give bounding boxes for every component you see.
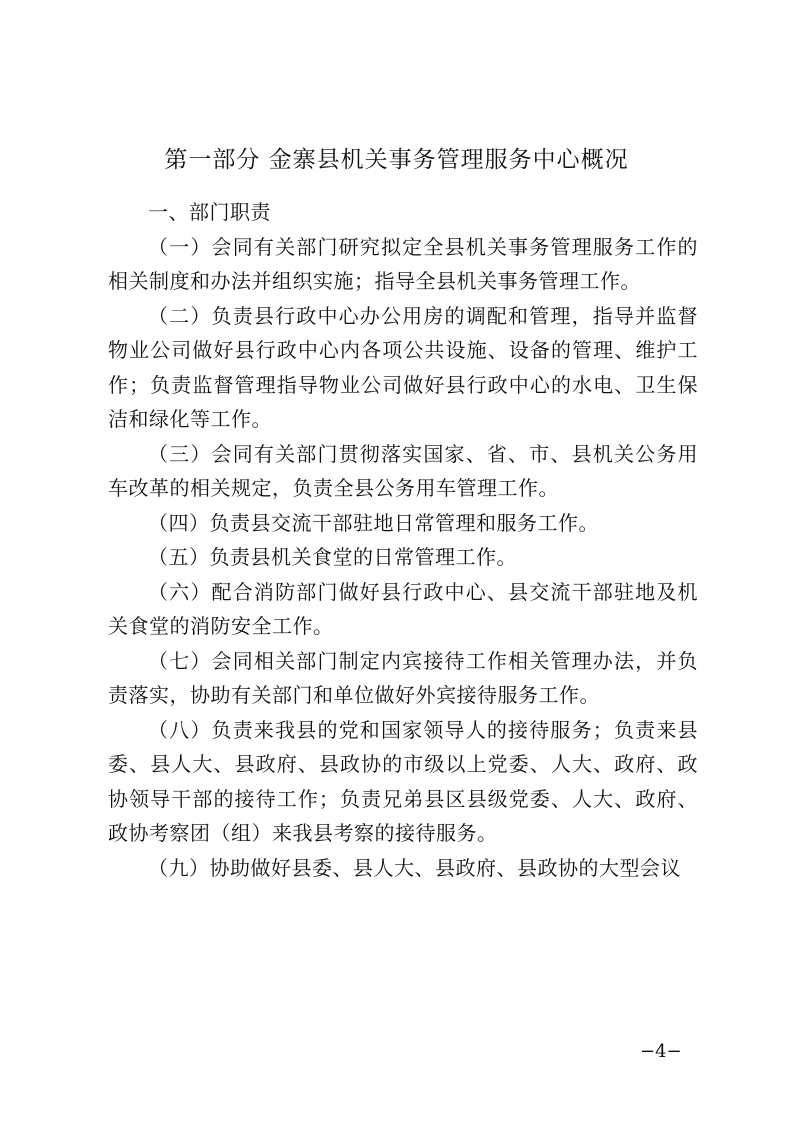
paragraph-6: （六）配合消防部门做好县行政中心、县交流干部驻地及机关食堂的消防安全工作。 — [108, 579, 698, 638]
paragraph-7: （七）会同相关部门制定内宾接待工作相关管理办法，并负责落实，协助有关部门和单位做好外宾接待服务工作。 — [108, 648, 698, 707]
paragraph-4: （四）负责县交流干部驻地日常管理和服务工作。 — [148, 510, 599, 535]
paragraph-2: （二）负责县行政中心办公用房的调配和管理，指导并监督物业公司做好县行政中心内各项公共设施、设备的管理、维护工作；负责监督管理指导物业公司做好县行政中心的水电、卫生保洁和绿化等工作。 — [108, 303, 698, 431]
paragraph-3: （三）会同有关部门贯彻落实国家、省、市、县机关公务用车改革的相关规定，负责全县公务用车管理工作。 — [108, 441, 698, 500]
paragraph-1: （一）会同有关部门研究拟定全县机关事务管理服务工作的相关制度和办法并组织实施；指导全县机关事务管理工作。 — [108, 234, 698, 293]
paragraph-8: （八）负责来我县的党和国家领导人的接待服务；负责来县委、县人大、县政府、县政协的市级以上党委、人大、政府、政协领导干部的接待工作；负责兄弟县区县级党委、人大、政府、政协考察团（组）来我县考察的接待服务。 — [108, 717, 698, 845]
document-body — [108, 195, 698, 885]
page-number: −4− — [640, 1041, 682, 1062]
paragraph-5: （五）负责县机关食堂的日常管理工作。 — [148, 545, 517, 569]
document-title: 第一部分 金寨县机关事务管理服务中心概况 — [164, 147, 629, 173]
paragraph-9: （九）协助做好县委、县人大、县政府、县政协的大型会议 — [148, 855, 681, 880]
section-heading: 一、部门职责 — [148, 200, 271, 224]
